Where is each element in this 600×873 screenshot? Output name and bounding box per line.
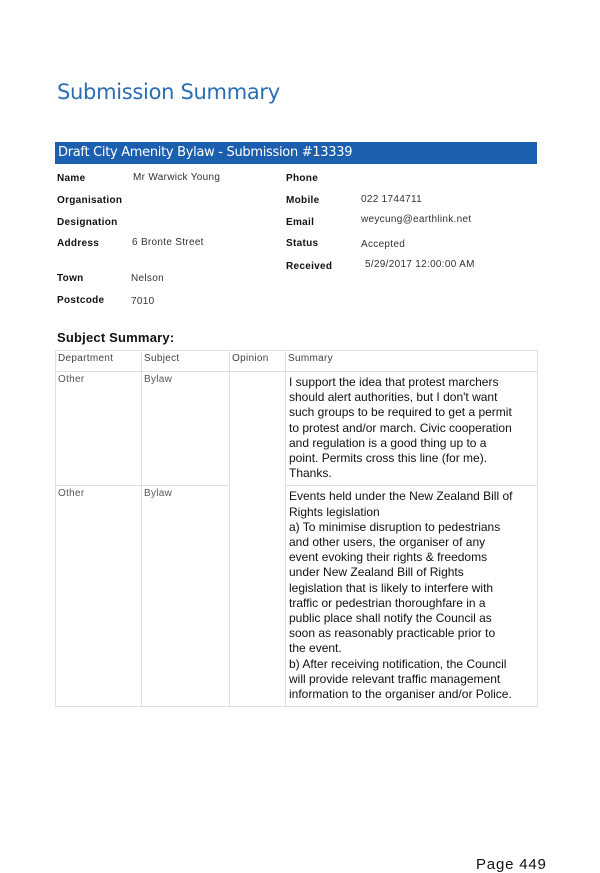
summary-line: will provide relevant traffic management: [289, 671, 501, 686]
summary-line: Thanks.: [289, 466, 332, 481]
summary-line: and other users, the organiser of any: [289, 535, 486, 550]
subject-cell: Bylaw: [142, 372, 230, 486]
department-cell: Other: [56, 486, 142, 707]
page-title: Submission Summary: [57, 80, 280, 104]
department-cell: Other: [56, 372, 142, 486]
summary-line: public place shall notify the Council as: [289, 611, 492, 626]
town-label: Town: [57, 273, 84, 284]
email-label: Email: [286, 217, 315, 228]
summary-line: soon as reasonably practicable prior to: [289, 626, 496, 641]
summary-line: the event.: [289, 641, 342, 656]
designation-label: Designation: [57, 217, 118, 228]
address-value: 6 Bronte Street: [132, 237, 204, 248]
received-value: 5/29/2017 12:00:00 AM: [365, 259, 475, 270]
status-value: Accepted: [361, 239, 406, 250]
email-value: weycung@earthlink.net: [361, 214, 472, 225]
subject-summary-table: [55, 350, 538, 707]
summary-line: under New Zealand Bill of Rights: [289, 565, 464, 580]
postcode-label: Postcode: [57, 295, 105, 306]
town-value: Nelson: [131, 273, 164, 284]
summary-cell: [286, 486, 538, 707]
postcode-value: 7010: [131, 296, 155, 307]
page-number: Page 449: [476, 856, 547, 873]
subject-summary-heading: Subject Summary:: [57, 330, 175, 345]
mobile-label: Mobile: [286, 195, 320, 206]
address-label: Address: [57, 238, 100, 249]
summary-cell: [286, 372, 538, 486]
summary-line: traffic or pedestrian thoroughfare in a: [289, 595, 486, 610]
status-label: Status: [286, 238, 319, 249]
opinion-cell: [230, 372, 286, 707]
summary-line: and regulation is a good thing up to a: [289, 435, 487, 450]
summary-line: Rights legislation: [289, 504, 380, 519]
summary-line: information to the organiser and/or Police.: [289, 687, 512, 702]
subject-cell: Bylaw: [142, 486, 230, 707]
subject-column-header: Subject: [142, 351, 230, 372]
opinion-column-header: Opinion: [230, 351, 286, 372]
summary-line: Events held under the New Zealand Bill of: [289, 489, 513, 504]
summary-line: event evoking their rights & freedoms: [289, 550, 488, 565]
name-value: Mr Warwick Young: [133, 172, 221, 183]
table-row: [56, 486, 538, 707]
table-row: [56, 372, 538, 486]
summary-line: b) After receiving notification, the Council: [289, 656, 507, 671]
summary-line: to protest and/or march. Civic cooperation: [289, 420, 512, 435]
summary-line: should alert authorities, but I don't want: [289, 390, 498, 405]
summary-line: point. Permits cross this line (for me).: [289, 451, 488, 466]
table-header-row: [56, 351, 538, 372]
summary-line: a) To minimise disruption to pedestrians: [289, 519, 501, 534]
received-label: Received: [286, 261, 333, 272]
summary-line: I support the idea that protest marchers: [289, 375, 499, 389]
department-column-header: Department: [56, 351, 142, 372]
summary-column-header: Summary: [286, 351, 538, 372]
mobile-value: 022 1744711: [361, 194, 422, 205]
phone-label: Phone: [286, 173, 319, 184]
organisation-label: Organisation: [57, 195, 123, 206]
name-label: Name: [57, 173, 86, 184]
summary-line: such groups to be required to get a permit: [289, 405, 512, 420]
summary-line: legislation that is likely to interfere with: [289, 580, 494, 595]
submission-banner: Draft City Amenity Bylaw - Submission #13339: [55, 142, 537, 164]
